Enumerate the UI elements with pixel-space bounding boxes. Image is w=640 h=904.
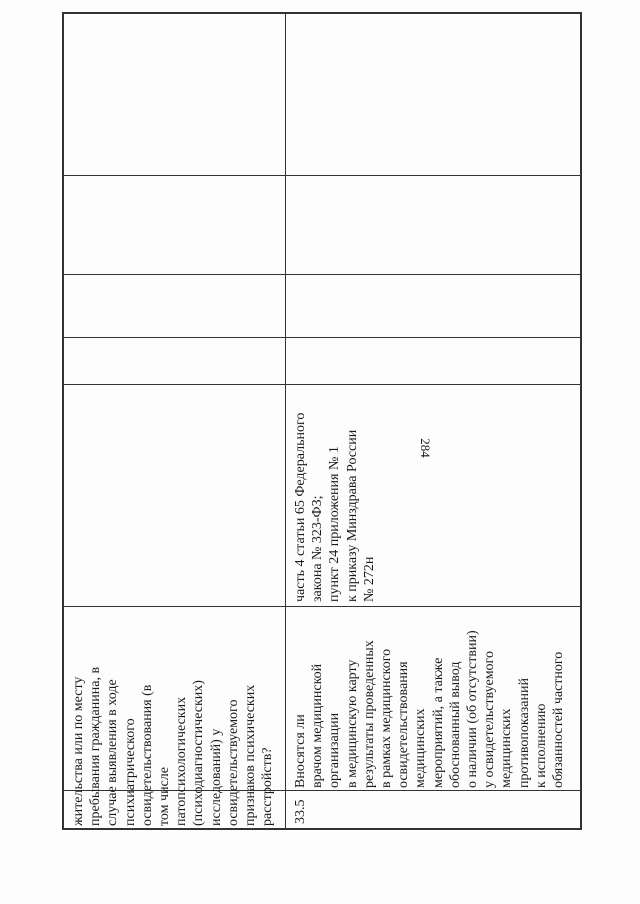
row-1-question: жительства или по месту пребывания гражданина, в случае выявления в ходе психиатрического освидетельствования (в том числе патопсихологических (психодиагностических) исследований) у освидетельствуемого признаков психических расстройств? [71,666,276,826]
row-2-number: 33.5 [293,799,308,824]
row-2-reference: часть 4 статьи 65 Федерального закона № 323-ФЗ; пункт 24 приложения № 1 к приказу Минздрава России № 272н [293,412,377,602]
row-2-question-cell [288,608,578,790]
page-number: 284 [418,438,433,458]
row-1-question-cell [68,608,284,828]
checklist-table [62,12,582,830]
row-2-reference-cell [288,386,578,605]
row-2-number-cell [288,792,578,828]
row-2-question: Вносятся ли врачом медицинской организации в медицинскую карту результаты проведенных в рамках медицинского освидетельствования медицинских мероприятий, а также обоснованный вывод о наличии (об отсутствии) у освидетельствуемого медицинских противопоказаний к исполнению обязанностей частного [293,630,567,788]
